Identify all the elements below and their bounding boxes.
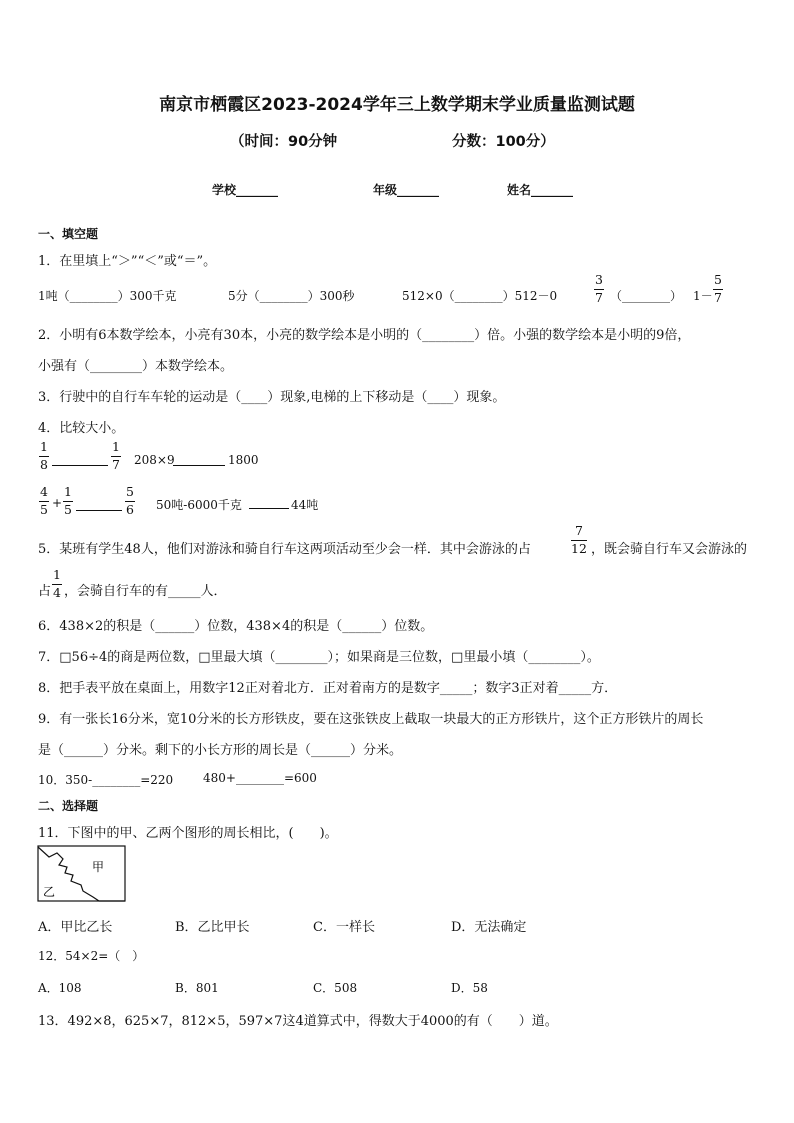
q1-item-a: 1吨（________）300千克: [38, 289, 177, 303]
question-13: 13．492×8，625×7，812×5，597×7这4道算式中，得数大于4000的有（ ）道。: [38, 1014, 558, 1029]
q11-option-a[interactable]: A．甲比乙长: [38, 920, 113, 935]
q4-blank-1: [52, 465, 108, 466]
q4-blank-3: [76, 510, 122, 511]
q11-label-yi: 乙: [43, 885, 56, 899]
school-field: 学校_______: [212, 183, 279, 197]
q1-item-b: 5分（________）300秒: [228, 289, 355, 303]
grade-field: 年级_______: [373, 183, 440, 197]
q4-expr-1: 208×9: [134, 453, 175, 467]
exam-score: 分数：100分）: [452, 134, 555, 150]
q1-fraction-3-7: $\frac{3}{7}$: [595, 272, 603, 305]
q4-expr-2: 50吨-6000千克: [156, 498, 242, 512]
q11-label-jia: 甲: [92, 860, 105, 874]
name-field: 姓名_______: [507, 183, 574, 197]
question-9-line-2: 是（______）分米。剩下的小长方形的周长是（______）分米。: [38, 743, 403, 758]
q11-option-d[interactable]: D．无法确定: [451, 920, 527, 935]
question-7: 7．□56÷4的商是两位数，□里最大填（________）；如果商是三位数，□里最小填（________）。: [38, 650, 600, 665]
section-fill-in: 一、填空题: [38, 227, 99, 241]
section-choice: 二、选择题: [38, 799, 99, 813]
q4-fraction-1-8: $\frac{1}{8}$: [40, 439, 48, 472]
q1-item-d-blank: （________）: [610, 289, 683, 303]
q11-option-b[interactable]: B．乙比甲长: [175, 920, 250, 935]
q4-blank-2: [173, 465, 225, 466]
q11-option-c[interactable]: C．一样长: [313, 920, 375, 935]
q4-value-1: 1800: [228, 453, 259, 467]
q12-option-b[interactable]: B．801: [175, 981, 219, 995]
q1-item-d-minus: 1－: [693, 289, 713, 303]
exam-time: （时间：90分钟: [230, 134, 338, 150]
question-1: 1．在里填上“＞”“＜”或“＝”。: [38, 254, 217, 269]
question-8: 8．把手表平放在桌面上，用数字12正对着北方．正对着南方的是数字_____；数字3正对着_____方．: [38, 681, 618, 696]
question-5-line-2-start: 占: [38, 584, 52, 599]
q4-plus-sign: +: [52, 496, 63, 510]
question-5-line-1: 5．某班有学生48人，他们对游泳和骑自行车这两项活动至少会一样．其中会游泳的占: [38, 542, 531, 557]
question-5-line-2: ，会骑自行车的有_____人．: [64, 584, 227, 599]
q1-fraction-5-7: $\frac{5}{7}$: [714, 272, 722, 305]
question-4: 4．比较大小。: [38, 421, 125, 436]
question-2-line-2: 小强有（________）本数学绘本。: [38, 359, 234, 374]
q4-fraction-1-7: $\frac{1}{7}$: [112, 439, 120, 472]
question-9-line-1: 9．有一张长16分米，宽10分米的长方形铁皮，要在这张铁皮上截取一块最大的正方形铁片，这个正方形铁片的周长: [38, 712, 704, 727]
q5-fraction-1-4: $\frac{1}{4}$: [53, 567, 61, 600]
question-2-line-1: 2．小明有6本数学绘本，小亮有30本，小亮的数学绘本是小明的（________）倍。小强的数学绘本是小明的9倍，: [38, 328, 691, 343]
q12-option-d[interactable]: D．58: [451, 981, 488, 995]
question-6: 6．438×2的积是（______）位数，438×4的积是（______）位数。: [38, 619, 434, 634]
question-5-line-1-end: ，既会骑自行车又会游泳的: [591, 542, 748, 557]
q12-option-c[interactable]: C．508: [313, 981, 358, 995]
q4-value-2: 44吨: [291, 498, 319, 512]
page-title: 南京市栖霞区2023-2024学年三上数学期末学业质量监测试题: [159, 95, 635, 115]
q4-fraction-4-5: $\frac{4}{5}$: [40, 484, 48, 517]
q4-blank-4: [249, 508, 289, 509]
question-12: 12．54×2=（ ）: [38, 949, 145, 963]
q4-fraction-5-6: $\frac{5}{6}$: [126, 484, 134, 517]
question-11: 11．下图中的甲、乙两个图形的周长相比，( )。: [38, 826, 338, 841]
q12-option-a[interactable]: A．108: [38, 981, 82, 995]
question-10-a: 10．350-________=220: [38, 773, 174, 787]
q1-item-c: 512×0（________）512－0: [402, 289, 558, 303]
q4-fraction-1-5: $\frac{1}{5}$: [64, 484, 72, 517]
q5-fraction-7-12: $\frac{7}{12}$: [571, 523, 587, 556]
question-10-b: 480+________=600: [203, 771, 317, 785]
q11-figure: [37, 845, 127, 903]
question-3: 3．行驶中的自行车车轮的运动是（____）现象,电梯的上下移动是（____）现象。: [38, 390, 506, 405]
